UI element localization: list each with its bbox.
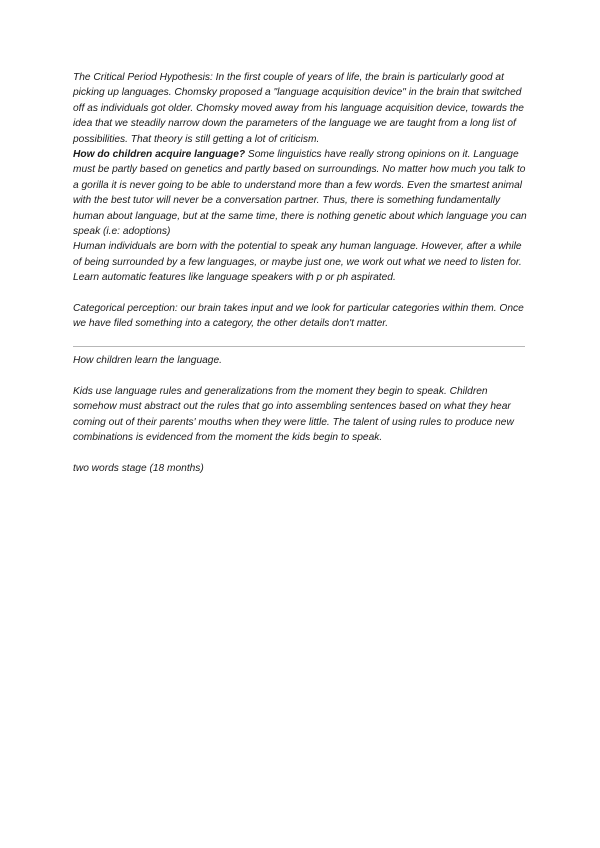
paragraph-gap	[73, 286, 529, 301]
language-rules-paragraph: Kids use language rules and generalizations from the moment they begin to speak. Children somehow must abstract out the rules that go into assembling sentences based on what they hear coming out of their parents' mouths when they were little. The talent of using rules to produce new combinations is evidenced from the moment the kids begin to speak.	[73, 385, 514, 443]
acquisition-heading: How do children acquire language?	[73, 149, 246, 161]
learn-language-heading: How children learn the language.	[73, 354, 222, 366]
acquisition-paragraph	[73, 147, 529, 239]
paragraph-gap	[73, 445, 529, 460]
two-words-stage-line: two words stage (18 months)	[73, 462, 204, 474]
human-potential-paragraph: Human individuals are born with the potential to speak any human language. However, after a while of being surrounded by a few languages, or maybe just one, we work out what we need to listen for. Learn automatic features like language speakers with p or ph aspirated.	[73, 241, 522, 284]
categorical-perception-paragraph: Categorical perception: our brain takes input and we look for particular categories within them. Once we have filed something into a category, the other details don't matter.	[73, 303, 524, 330]
paragraph-gap	[73, 368, 529, 383]
horizontal-divider	[73, 346, 525, 347]
document-body	[73, 70, 529, 476]
acquisition-text: Some linguistics have really strong opinions on it. Language must be partly based on genetics and partly based on surroundings. No matter how much you talk to a gorilla it is never going to be able to understand more than a few words. Even the smartest animal with the best tutor will never be a conversation partner. Thus, there is something fundamentally human about language, but at the same time, there is nothing genetic about which language you can speak (i.e: adoptions)	[73, 149, 527, 238]
critical-period-paragraph: The Critical Period Hypothesis: In the first couple of years of life, the brain is particularly good at picking up languages. Chomsky proposed a "language acquisition device" in the brain that switched off as individuals got older. Chomsky moved away from his language acquisition device, towards the idea that we steadily narrow down the parameters of the language we are taught from a long list of possibilities. That theory is still getting a lot of criticism.	[73, 72, 524, 145]
